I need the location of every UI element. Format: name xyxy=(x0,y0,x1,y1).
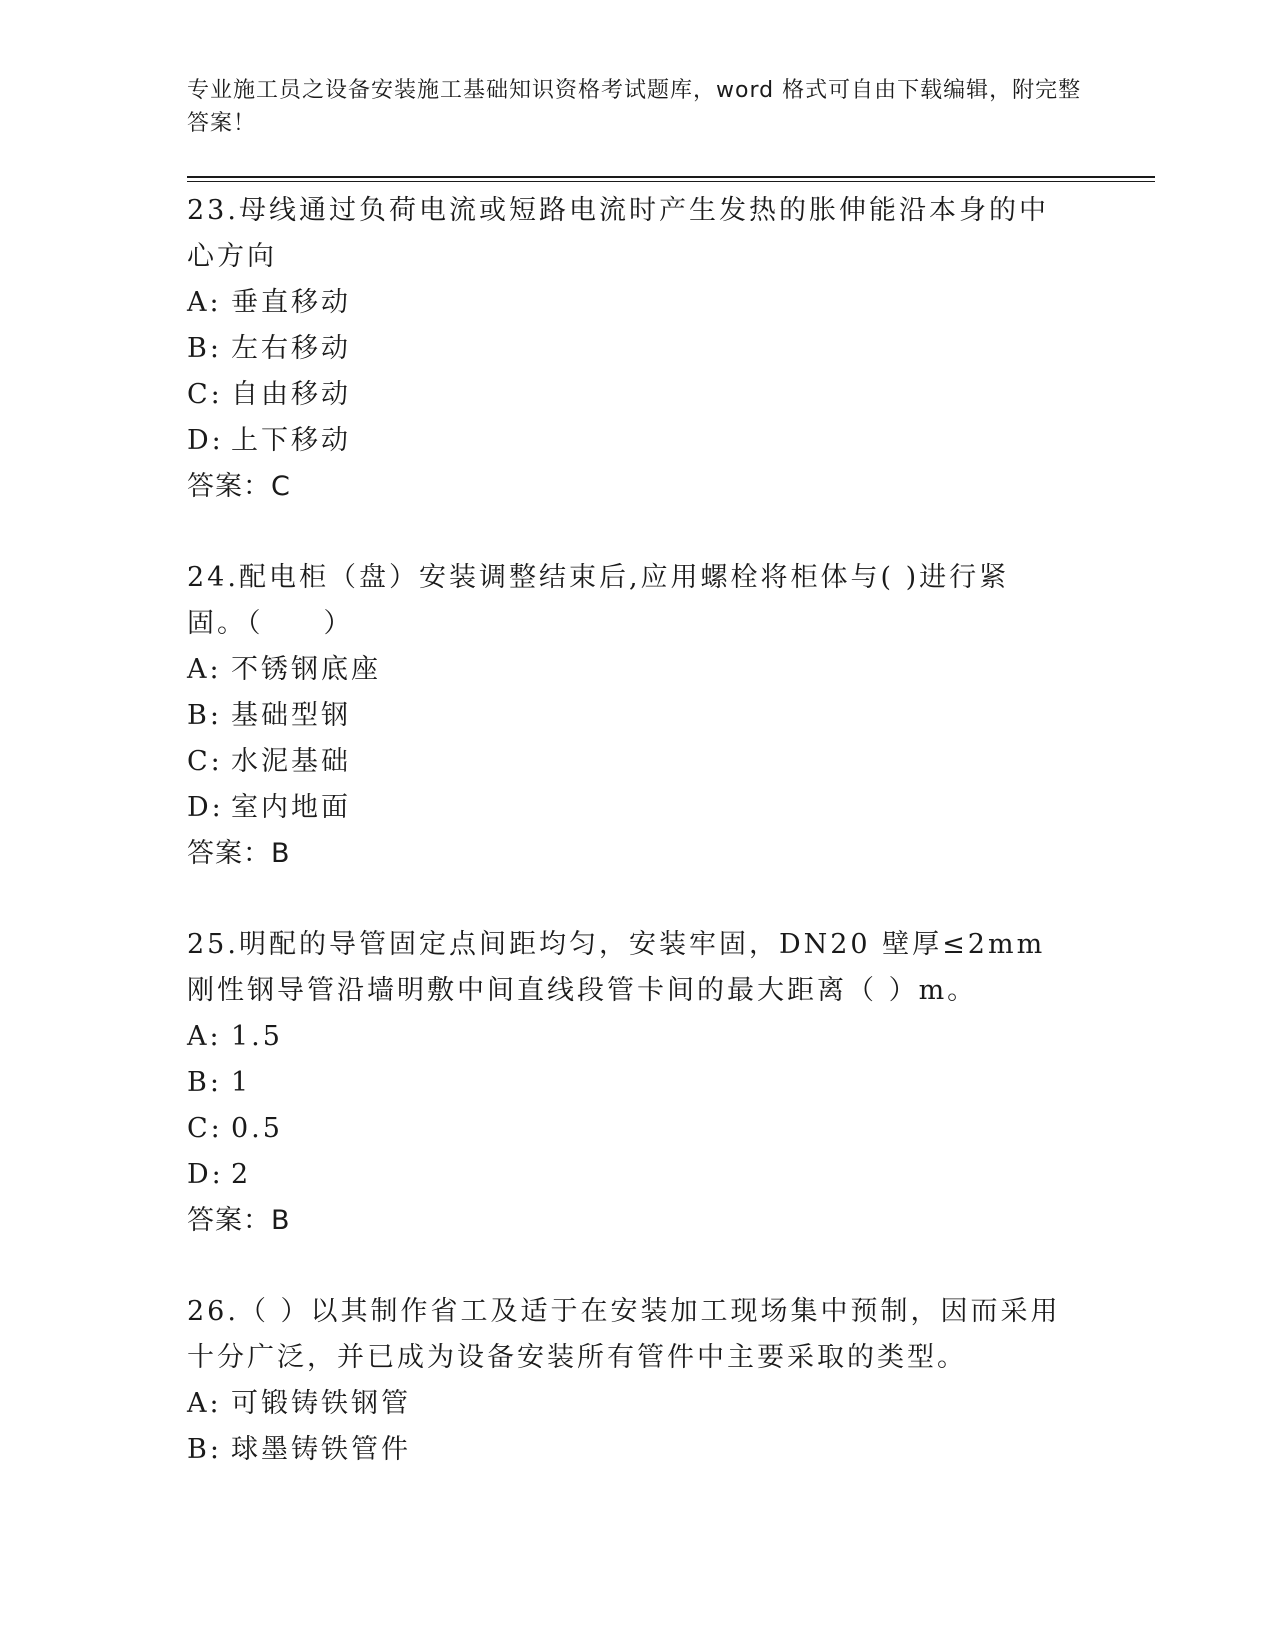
option-text: 不锈钢底座 xyxy=(231,654,381,685)
question-stem xyxy=(187,1289,1067,1381)
option-letter: D: xyxy=(187,1159,224,1190)
option-letter: B: xyxy=(187,700,222,731)
question-text: （ ）以其制作省工及适于在安装加工现场集中预制，因而采用十分广泛，并已成为设备安装所有管件中主要采取的类型。 xyxy=(187,1296,1061,1373)
option-letter: C: xyxy=(187,379,223,410)
question-25 xyxy=(187,922,1087,1244)
option-letter: B: xyxy=(187,1434,222,1465)
option-a xyxy=(187,647,1087,693)
question-stem xyxy=(187,555,1067,647)
option-b xyxy=(187,1427,1087,1473)
header-divider-thin xyxy=(187,181,1155,182)
option-d xyxy=(187,1152,1087,1198)
header-divider-thick xyxy=(187,176,1155,178)
option-letter: B: xyxy=(187,1067,222,1098)
option-text: 可锻铸铁钢管 xyxy=(231,1388,411,1419)
option-letter: C: xyxy=(187,746,223,777)
question-23 xyxy=(187,188,1087,510)
document-header: 专业施工员之设备安装施工基础知识资格考试题库，word 格式可自由下载编辑，附完整答案！ xyxy=(187,78,1082,136)
option-c xyxy=(187,372,1087,418)
option-letter: C: xyxy=(187,1113,223,1144)
question-24 xyxy=(187,555,1087,877)
option-a xyxy=(187,1014,1087,1060)
answer-line: 答案：B xyxy=(187,838,291,869)
option-a xyxy=(187,280,1087,326)
option-b xyxy=(187,326,1087,372)
question-number: 26. xyxy=(187,1296,239,1327)
option-text: 1 xyxy=(231,1067,252,1098)
option-text: 左右移动 xyxy=(231,333,351,364)
option-text: 球墨铸铁管件 xyxy=(231,1434,411,1465)
answer-line: 答案：B xyxy=(187,1205,291,1236)
question-26 xyxy=(187,1289,1087,1473)
option-letter: A: xyxy=(187,1388,222,1419)
option-letter: D: xyxy=(187,425,224,456)
option-b xyxy=(187,693,1087,739)
option-text: 垂直移动 xyxy=(231,287,351,318)
question-number: 24. xyxy=(187,562,239,593)
option-text: 自由移动 xyxy=(231,379,351,410)
option-d xyxy=(187,418,1087,464)
option-letter: A: xyxy=(187,654,222,685)
option-a xyxy=(187,1381,1087,1427)
question-number: 25. xyxy=(187,929,239,960)
option-text: 上下移动 xyxy=(231,425,351,456)
option-c xyxy=(187,1106,1087,1152)
option-text: 1.5 xyxy=(231,1021,283,1052)
option-letter: B: xyxy=(187,333,222,364)
option-text: 0.5 xyxy=(231,1113,283,1144)
option-text: 基础型钢 xyxy=(231,700,351,731)
question-text: 明配的导管固定点间距均匀，安装牢固，DN20 壁厚≤2mm 刚性钢导管沿墙明敷中间直线段管卡间的最大距离（ ）m。 xyxy=(187,929,1046,1006)
option-c xyxy=(187,739,1087,785)
option-letter: A: xyxy=(187,287,222,318)
question-text: 母线通过负荷电流或短路电流时产生发热的胀伸能沿本身的中心方向 xyxy=(187,195,1049,272)
option-text: 2 xyxy=(231,1159,252,1190)
question-number: 23. xyxy=(187,195,239,226)
question-stem xyxy=(187,188,1067,280)
question-stem xyxy=(187,922,1067,1014)
option-d xyxy=(187,785,1087,831)
option-text: 水泥基础 xyxy=(231,746,351,777)
option-letter: A: xyxy=(187,1021,222,1052)
question-list xyxy=(187,188,1087,1518)
option-text: 室内地面 xyxy=(231,792,351,823)
option-letter: D: xyxy=(187,792,224,823)
question-text: 配电柜（盘）安装调整结束后,应用螺栓将柜体与( )进行紧固。（ ） xyxy=(187,562,1010,639)
option-b xyxy=(187,1060,1087,1106)
answer-line: 答案：C xyxy=(187,471,291,502)
